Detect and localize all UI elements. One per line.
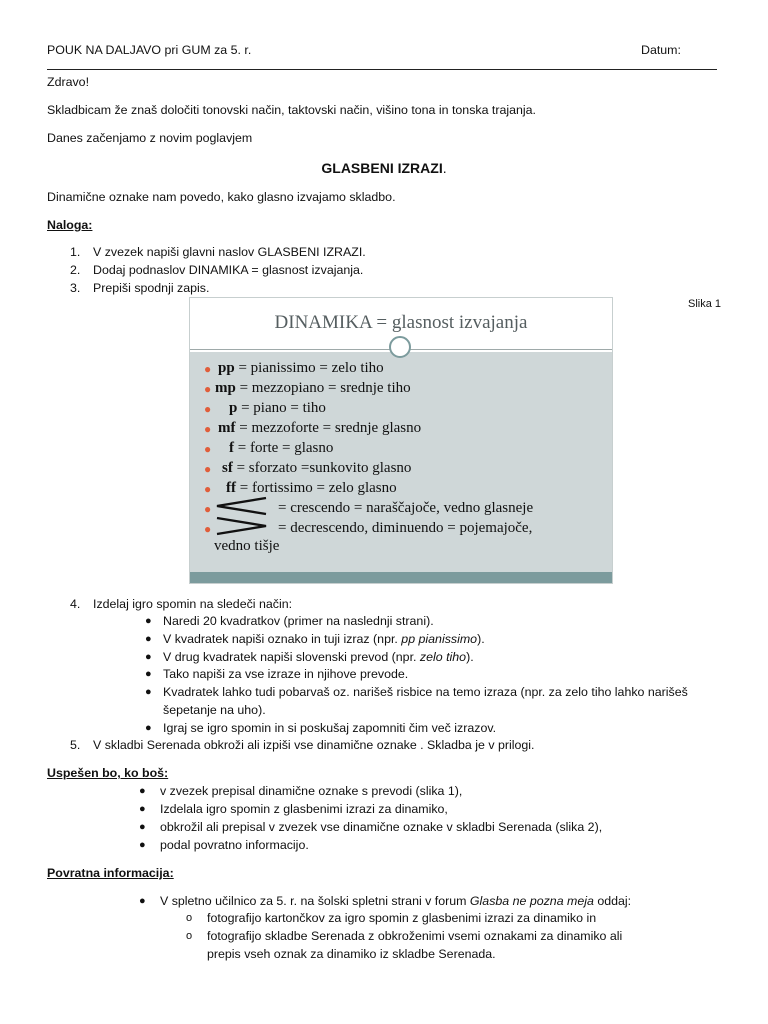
dynamic-meaning: = mezzoforte = srednje glasno [235, 420, 422, 436]
task-text: V zvezek napiši glavni naslov GLASBENI IZRAZI. [93, 245, 366, 259]
decrescendo-hairpin-icon [214, 516, 270, 536]
task-number: 5. [70, 738, 81, 752]
dynamic-meaning: = mezzopiano = srednje tiho [235, 380, 411, 396]
dynamic-meaning: = sforzato =sunkovito glasno [232, 460, 412, 476]
bullet-icon: ● [139, 785, 146, 797]
feedback-text: V spletno učilnico za 5. r. na šolski spletni strani v forum [160, 894, 470, 908]
bullet-italic: pp pianissimo [401, 632, 478, 646]
bullet-dot-icon: ● [204, 382, 212, 396]
bullet-text: Kvadratek lahko tudi pobarvaš oz. narišeš risbice na temo izraza (npr. za zelo tiho lahko narišeš [163, 685, 688, 699]
greeting: Zdravo! [47, 75, 90, 89]
header-rule [47, 69, 717, 70]
feedback-heading: Povratna informacija: [47, 866, 174, 880]
task-number: 1. [70, 245, 81, 259]
dynamic-meaning: = pianissimo = zelo tiho [234, 360, 384, 376]
feedback-tail: oddaj: [593, 894, 632, 908]
bullet-dot-icon: ● [204, 522, 212, 536]
intro-paragraph-2: Danes začenjamo z novim poglavjem [47, 131, 253, 145]
bullet-text: Izdelala igro spomin z glasbenimi izrazi za dinamiko, [160, 802, 448, 816]
decrescendo-text: = decrescendo, diminuendo = pojemajoče, [278, 520, 533, 536]
bullet-text: V kvadratek napiši oznako in tuji izraz (npr. [163, 632, 402, 646]
dynamic-meaning: = forte = glasno [234, 440, 334, 456]
naloga-heading: Naloga: [47, 218, 93, 232]
bullet-icon: ● [145, 668, 152, 680]
bullet-text-wrap [163, 632, 485, 646]
bullet-text-wrap [163, 650, 474, 664]
sub-bullet-text: fotografijo skladbe Serenada z obkroženimi vsemi oznakami za dinamiko ali [207, 929, 623, 943]
task-number: 4. [70, 597, 81, 611]
dynamic-row [204, 480, 397, 497]
dynamic-abbr: mp [215, 380, 236, 396]
intro-paragraph-3: Dinamične oznake nam povedo, kako glasno izvajamo skladbo. [47, 190, 396, 204]
circle-bullet-icon: o [186, 930, 193, 942]
dynamic-abbr: mf [218, 420, 236, 436]
bullet-icon: ● [145, 615, 152, 627]
bullet-dot-icon: ● [204, 362, 212, 376]
dynamic-row [204, 360, 384, 377]
sub-bullet-text-cont: prepis vseh oznak za dinamiko iz skladbe Serenada. [207, 947, 496, 961]
dynamic-abbr: sf [222, 460, 233, 476]
bullet-text: v zvezek prepisal dinamične oznake s prevodi (slika 1), [160, 784, 463, 798]
crescendo-text: = crescendo = naraščajoče, vedno glasneje [278, 500, 534, 516]
bullet-icon: ● [145, 686, 152, 698]
bullet-icon: ● [145, 651, 152, 663]
slide-footer-bar [190, 572, 612, 583]
forum-name: Glasba ne pozna meja [469, 894, 594, 908]
bullet-icon: ● [139, 821, 146, 833]
bullet-dot-icon: ● [204, 402, 212, 416]
bullet-text: Igraj se igro spomin in si poskušaj zapomniti čim več izrazov. [163, 721, 497, 735]
bullet-icon: ● [139, 895, 146, 907]
bullet-icon: ● [145, 722, 152, 734]
dynamic-abbr: p [229, 400, 238, 416]
bullet-dot-icon: ● [204, 422, 212, 436]
figure-caption: Slika 1 [688, 298, 722, 310]
intro-paragraph-1: Skladbicam že znaš določiti tonovski način, taktovski način, višino tona in tonska trajanja. [47, 103, 536, 117]
bullet-text: obkrožil ali prepisal v zvezek vse dinamične oznake v skladbi Serenada (slika 2), [160, 820, 603, 834]
bullet-tail: ). [477, 632, 485, 646]
success-heading: Uspešen bo, ko boš: [47, 766, 169, 780]
bullet-dot-icon: ● [204, 482, 212, 496]
dynamic-row [204, 420, 422, 437]
feedback-bullet [160, 894, 631, 908]
dynamic-meaning: = piano = tiho [237, 400, 326, 416]
task-text: Dodaj podnaslov DINAMIKA = glasnost izvajanja. [93, 263, 364, 277]
crescendo-hairpin-icon [214, 496, 270, 516]
bullet-dot-icon: ● [204, 502, 212, 516]
dynamic-abbr: ff [226, 480, 236, 496]
chapter-title: GLASBENI IZRAZI [321, 160, 443, 176]
bullet-text-cont: šepetanje na uho). [163, 703, 266, 717]
bullet-text: podal povratno informacijo. [160, 838, 309, 852]
slide-title: DINAMIKA = glasnost izvajanja [274, 312, 528, 333]
chapter-title-wrap [0, 160, 768, 176]
decrescendo-text-cont: vedno tišje [214, 538, 280, 554]
task-text: V skladbi Serenada obkroži ali izpiši vse dinamične oznake . Skladba je v prilogi. [93, 738, 535, 752]
bullet-text: Naredi 20 kvadratkov (primer na naslednji strani). [163, 614, 434, 628]
bullet-dot-icon: ● [204, 442, 212, 456]
dynamic-row [204, 380, 411, 397]
dynamic-abbr: pp [218, 360, 235, 376]
task-number: 2. [70, 263, 81, 277]
bullet-icon: ● [145, 633, 152, 645]
dynamic-row [204, 460, 412, 477]
date-label: Datum: [641, 43, 681, 57]
circle-bullet-icon: o [186, 912, 193, 924]
bullet-dot-icon: ● [204, 462, 212, 476]
bullet-tail: ). [466, 650, 474, 664]
bullet-icon: ● [139, 839, 146, 851]
slide-circle-ornament [389, 336, 411, 358]
dynamic-row [204, 440, 334, 457]
sub-bullet-text: fotografijo kartončkov za igro spomin z glasbenimi izrazi za dinamiko in [207, 911, 597, 925]
dynamic-meaning: = fortissimo = zelo glasno [236, 480, 397, 496]
chapter-title-dot: . [442, 160, 447, 176]
dynamic-abbr: f [229, 440, 234, 456]
bullet-icon: ● [139, 803, 146, 815]
task-text: Izdelaj igro spomin na sledeči način: [93, 597, 293, 611]
dynamic-row [204, 400, 326, 417]
bullet-text: Tako napiši za vse izraze in njihove prevode. [163, 667, 409, 681]
task-text: Prepiši spodnji zapis. [93, 281, 210, 295]
bullet-italic: zelo tiho [419, 650, 467, 664]
header-title: POUK NA DALJAVO pri GUM za 5. r. [47, 43, 252, 57]
bullet-text: V drug kvadratek napiši slovenski prevod (npr. [163, 650, 420, 664]
task-number: 3. [70, 281, 81, 295]
dynamics-slide [189, 297, 613, 584]
